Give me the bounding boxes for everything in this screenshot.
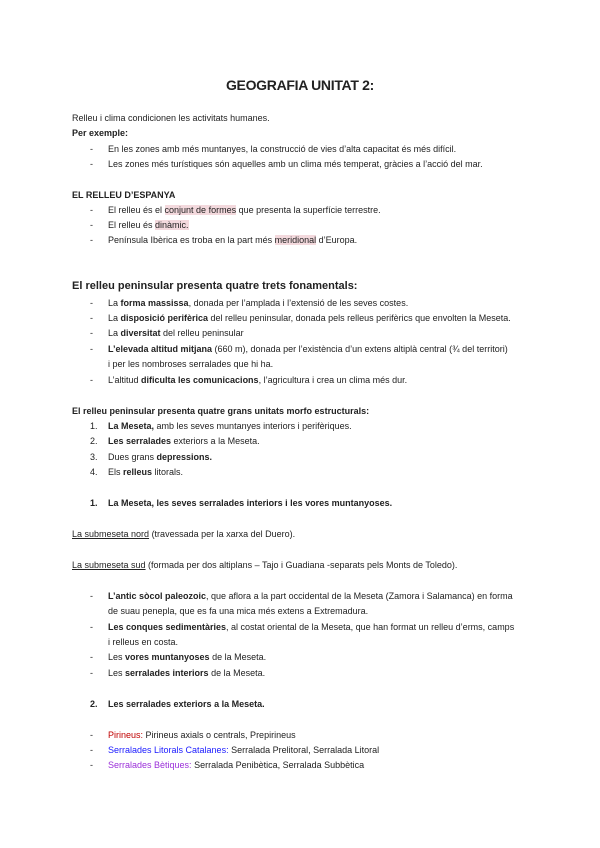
bullet-marker: - <box>90 159 93 169</box>
bullet-marker: - <box>90 205 93 215</box>
bullet-marker: - <box>90 591 93 601</box>
unitats-heading: El relleu peninsular presenta quatre grans unitats morfo estructurals: <box>72 406 370 416</box>
bullet-marker: - <box>90 313 93 323</box>
highlight: conjunt de formes <box>164 205 237 215</box>
bullet-marker: - <box>90 760 93 770</box>
submeseta-nord: La submeseta nord (travessada per la xarxa del Duero). <box>72 529 296 539</box>
submeseta-sud: La submeseta sud (formada per dos altiplans – Tajo i Guadiana -separats pels Monts de Toledo). <box>72 560 458 570</box>
trets-heading: El relleu peninsular presenta quatre trets fonamentals: <box>72 280 358 292</box>
document-page: GEOGRAFIA UNITAT 2: Relleu i clima condicionen les activitats humanes. Per exemple: - En les zones amb més muntanyes, la construcció de vies d’alta capacitat és més difícil. - Les zones més turístiques són aquelles amb un clima més temperat, gràcies a l’acció del mar. EL RELLEU D’ESPANYA - El relleu és el conjunt de formes que presenta la superfície terrestre. - El relleu és dinàmic. - Península Ibèrica es troba en la part més meridional d’Europa. El relleu peninsular presenta quatre trets fonamentals: - La forma massissa, donada per l’amplada i l’extensió de les seves costes. - La disposició perifèrica del relleu peninsular, donada pels relleus perifèrics que envolten la Meseta. - La diversitat del relleu peninsular - L’elevada altitud mitjana (660 m), donada per l’existència d’un extens altiplà central (¾ del territori) i per les nombroses serralades que hi ha. - L’altitud dificulta les comunicacions, l’agricultura i crea un clima més dur. El relleu peninsular presenta quatre grans unitats morfo estructurals: 1. La Meseta, amb les seves muntanyes interiors i perifèriques. 2. Les serralades exteriors a la Meseta. 3. Dues grans depressions. 4. Els relleus litorals. 1. La Meseta, les seves serralades interiors i les vores muntanyoses. La submeseta nord (travessada per la xarxa del Duero). La submeseta sud (formada per dos altiplans – Tajo i Guadiana -separats pels Monts de Toledo). - L’antic sòcol paleozoic, que aflora a la part occidental de la Meseta (Zamora i Salamanca) en forma de suau penepla, que es fa una mica més extens a Extremadura. - Les conques sedimentàries, al costat oriental de la Meseta, que han format un relleu d’erms, camps i relleus en costa. - Les vores muntanyoses de la Meseta. - Les serralades interiors de la Meseta. 2. Les serralades exteriors a la Meseta. - Pirineus: Pirineus axials o centrals, Prepirineus - Serralades Litorals Catalanes: Serralada Prelitoral, Serralada Litoral - Serralades Bètiques: Serralada Penibètica, Serralada Subbètica <box>0 0 600 848</box>
bullet-marker: - <box>90 328 93 338</box>
bullet-marker: - <box>90 375 93 385</box>
bullet-marker: - <box>90 235 93 245</box>
relleu-heading: EL RELLEU D’ESPANYA <box>72 190 176 200</box>
bullet-marker: - <box>90 652 93 662</box>
bullet-marker: - <box>90 144 93 154</box>
highlight: meridional <box>274 235 317 245</box>
highlight: dinàmic. <box>155 220 189 230</box>
bullet-marker: - <box>90 298 93 308</box>
intro-line: Relleu i clima condicionen les activitats humanes. <box>72 113 270 123</box>
bullet-marker: - <box>90 668 93 678</box>
bullet-marker: - <box>90 622 93 632</box>
page-title: GEOGRAFIA UNITAT 2: <box>225 77 375 93</box>
bullet-marker: - <box>90 730 93 740</box>
bullet-marker: - <box>90 745 93 755</box>
per-exemple-label: Per exemple: <box>72 128 129 138</box>
bullet-marker: - <box>90 220 93 230</box>
bullet-marker: - <box>90 344 93 354</box>
